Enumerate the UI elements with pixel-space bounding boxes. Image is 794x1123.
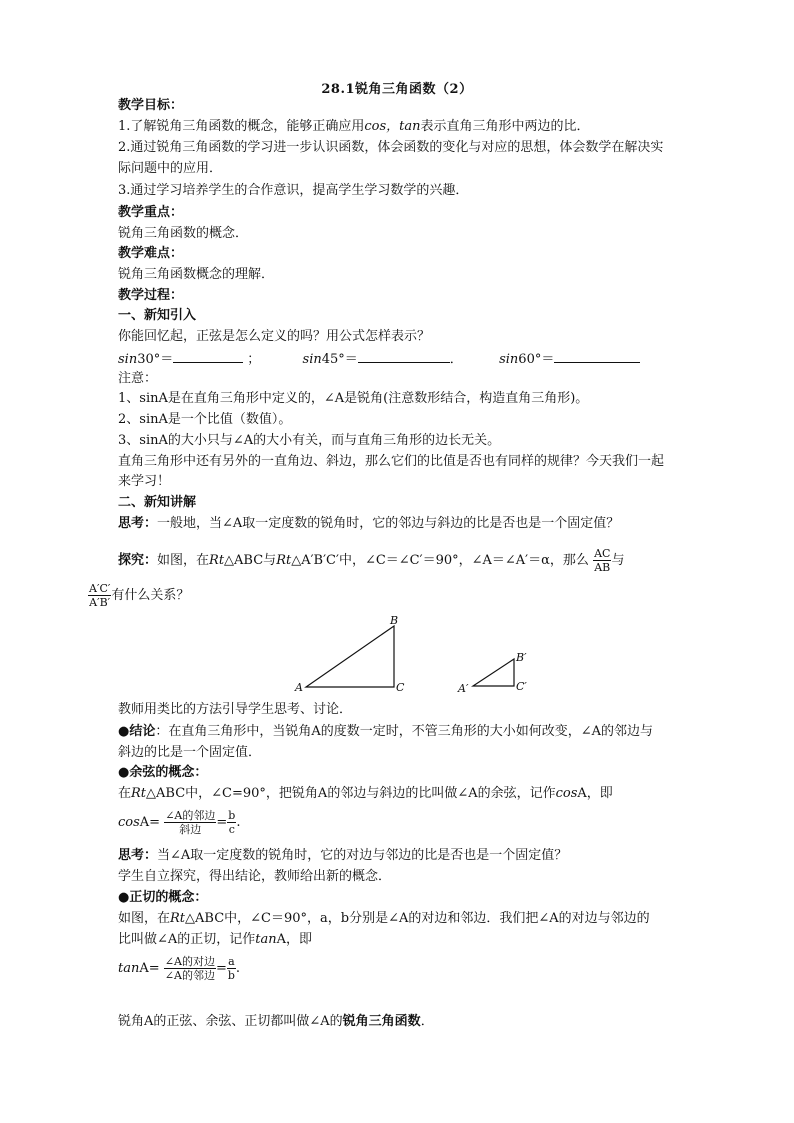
note-label: 注意： — [118, 371, 158, 386]
label-c-prime: C′ — [516, 680, 527, 693]
note-3: 3、sinA的大小只与∠A的大小有关，而与直角三角形的边长无关。 — [118, 433, 501, 448]
teacher-guide: 教师用类比的方法引导学生思考、讨论． — [118, 702, 353, 717]
goal-item-2: 2.通过锐角三角函数的学习进一步认识函数，体会函数的变化与对应的思想，体会数学在解决实 — [118, 140, 664, 155]
key-point-heading: 教学重点： — [118, 205, 184, 220]
think-2: 思考：当∠A取一定度数的锐角时，它的对边与邻边的比是否也是一个固定值？ — [118, 848, 568, 863]
difficulty-heading: 教学难点： — [118, 246, 184, 261]
goal-item-3: 3.通过学习培养学生的合作意识，提高学生学习数学的兴趣． — [118, 183, 469, 198]
tangent-formula: tanA= $\frac{\text{∠A的对边}}{\text{∠A的邻边}}$ = $\frac{a}{b}$ . — [118, 955, 241, 982]
fraction-ac-ab: $\frac{AC}{AB}$ — [594, 547, 611, 574]
conclusion: ●结论：在直角三角形中，当锐角A的度数一定时，不管三角形的大小如何改变，∠A的邻边与 — [118, 724, 654, 739]
difficulty-text: 锐角三角函数概念的理解． — [118, 267, 275, 282]
label-a-prime: A′ — [458, 682, 469, 695]
tangent-definition-cont: 比叫做∠A的正切，记作tanA，即 — [118, 932, 313, 947]
section1-heading: 一、新知引入 — [118, 308, 197, 323]
recall-question: 你能回忆起，正弦是怎么定义的吗？用公式怎样表示？ — [118, 329, 431, 344]
summary: 锐角A的正弦、余弦、正切都叫做∠A的锐角三角函数． — [118, 1014, 434, 1029]
key-point-text: 锐角三角函数的概念． — [118, 226, 249, 241]
note-1: 1、sinA是在直角三角形中定义的，∠A是锐角(注意数形结合，构造直角三角形)。 — [118, 391, 589, 406]
sin45-blank — [358, 348, 450, 363]
process-heading: 教学过程： — [118, 288, 184, 303]
sin30-blank — [173, 348, 243, 363]
explore-row: 探究：如图，在Rt△ABC与Rt△A′B′C′中，∠C＝∠C′＝90°，∠A＝∠A′＝α，那么 $\frac{AC}{AB}$ 与 — [118, 547, 625, 574]
note-2: 2、sinA是一个比值（数值）。 — [118, 412, 292, 427]
section2-heading: 二、新知讲解 — [118, 495, 197, 510]
fraction-a-b: $\frac{a}{b}$ — [227, 955, 235, 982]
label-b-prime: B′ — [516, 651, 527, 664]
label-a: A — [295, 681, 303, 694]
fraction-a1c1-a1b1: $\frac{A'C'}{A'B'}$ — [89, 582, 111, 609]
page-title: 28.1锐角三角函数（2） — [321, 82, 473, 97]
goals-heading: 教学目标： — [118, 98, 184, 113]
triangle-a1b1c1 — [473, 659, 514, 686]
cosine-definition: 在Rt△ABC中，∠C=90°，把锐角A的邻边与斜边的比叫做∠A的余弦，记作cosA，即 — [118, 786, 613, 801]
goal-item-1: 1.了解锐角三角函数的概念，能够正确应用cos，tan表示直角三角形中两边的比． — [118, 119, 590, 134]
transition-text: 直角三角形中还有另外的一直角边、斜边，那么它们的比值是否也有同样的规律？今天我们一起 — [118, 454, 665, 469]
relation-row: $\frac{A'C'}{A'B'}$ 有什么关系？ — [89, 582, 190, 609]
cosine-formula: cosA= $\frac{\text{∠A的邻边}}{\text{斜边}}$ = $\frac{b}{c}$ . — [118, 809, 241, 836]
label-b: B — [390, 614, 399, 627]
think-1: 思考：一般地，当∠A取一定度数的锐角时，它的邻边与斜边的比是否也是一个固定值？ — [118, 516, 620, 531]
goal-item-2-cont: 际问题中的应用． — [118, 161, 223, 176]
label-c: C — [396, 681, 405, 694]
similar-triangles-figure — [290, 612, 550, 698]
tangent-heading: ●正切的概念： — [118, 890, 208, 905]
fraction-b-c: $\frac{b}{c}$ — [228, 809, 236, 836]
transition-text-cont: 来学习！ — [118, 474, 171, 489]
conclusion-cont: 斜边的比是一个固定值． — [118, 745, 262, 760]
self-explore: 学生自立探究，得出结论，教师给出新的概念． — [118, 869, 392, 884]
cosine-heading: ●余弦的概念： — [118, 765, 208, 780]
fraction-opposite-adjacent: $\frac{\text{∠A的对边}}{\text{∠A的邻边}}$ — [164, 955, 215, 982]
sin60-blank — [554, 348, 640, 363]
triangle-abc — [306, 626, 394, 687]
sin-blanks-row: sin30°＝ ； sin45°＝ ． sin60°＝ — [118, 348, 640, 370]
tangent-definition: 如图，在Rt△ABC中，∠C＝90°，a，b分别是∠A的对边和邻边．我们把∠A的对边与邻边的 — [118, 911, 650, 926]
fraction-adjacent-hypotenuse: $\frac{\text{∠A的邻边}}{\text{斜边}}$ — [165, 809, 216, 836]
